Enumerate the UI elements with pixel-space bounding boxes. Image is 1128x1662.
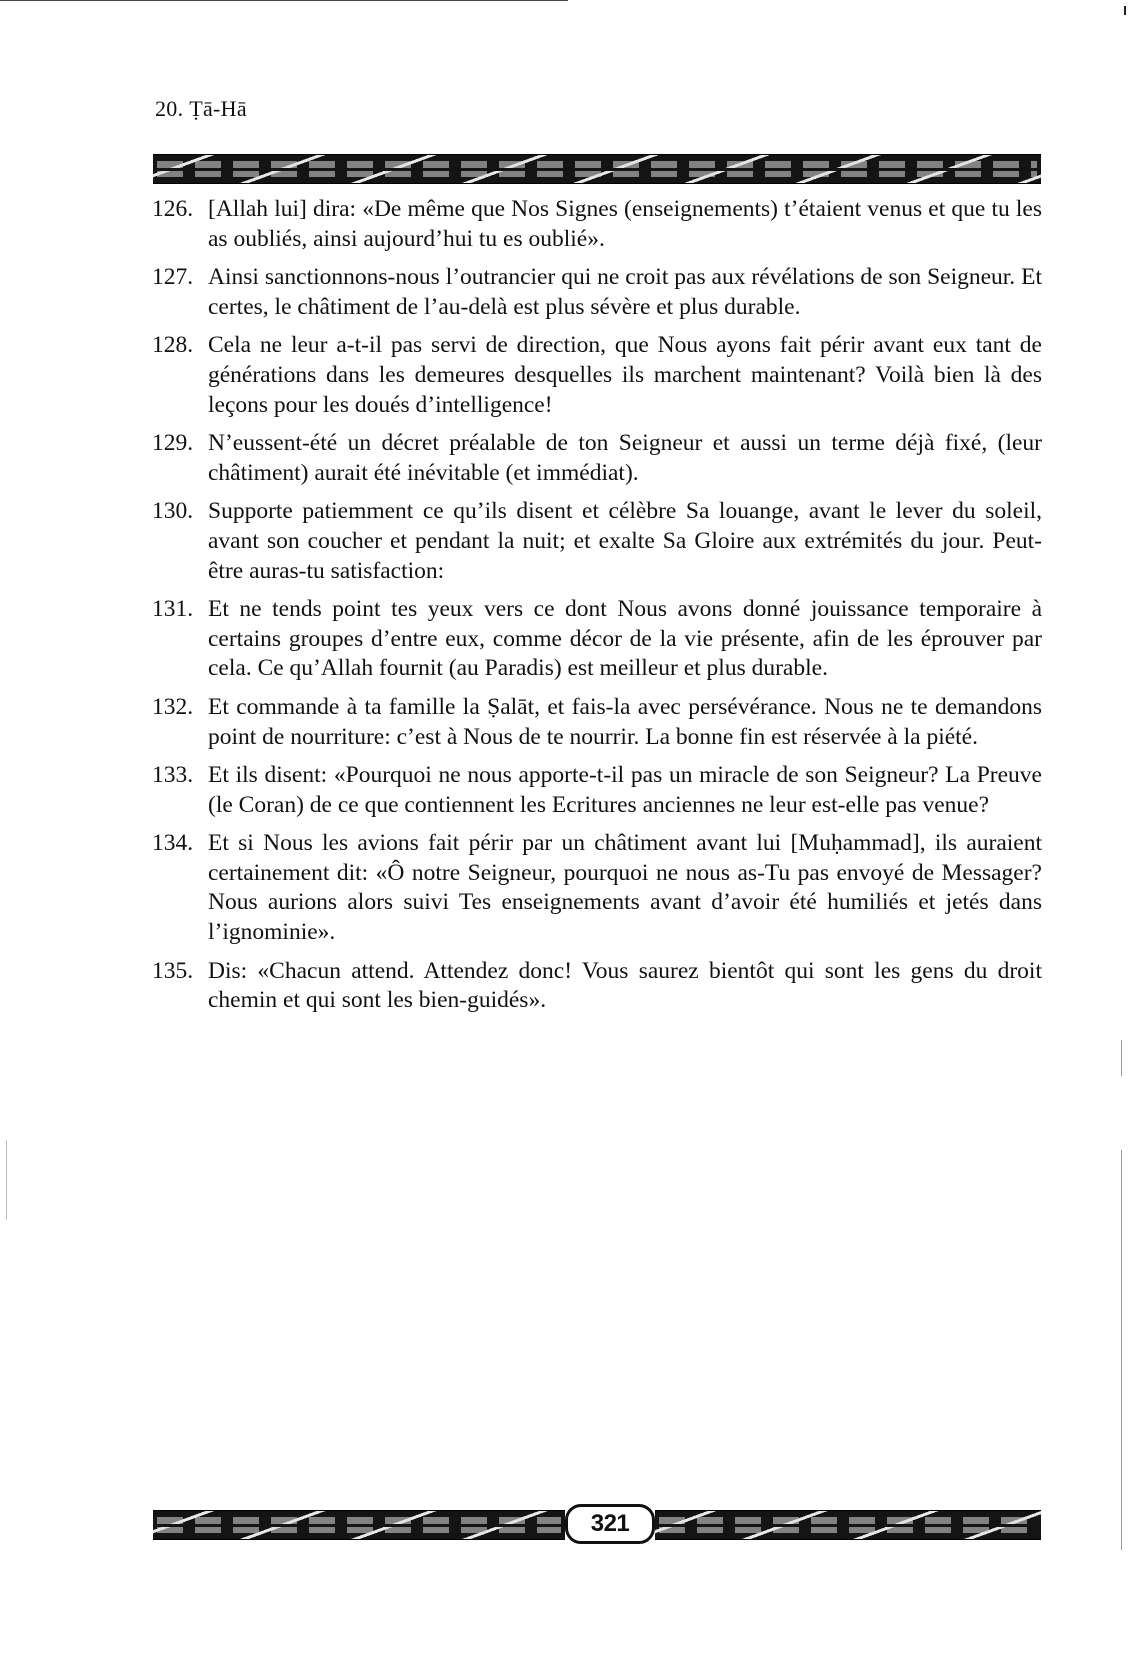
verse-text: Et ils disent: «Pourquoi ne nous apporte-t-il pas un miracle de son Seigneur? La Preuve (le Coran) de ce que contiennent les Ecritures anciennes ne leur est-elle pas venue? [208, 762, 1042, 818]
verse-number: 128. [152, 332, 194, 359]
verse-number: 130. [152, 498, 194, 525]
verse-number: 134. [152, 830, 194, 857]
verse-number: 133. [152, 762, 194, 789]
verse-number: 135. [152, 957, 194, 984]
verse-number: 131. [152, 596, 194, 623]
verse-text: Cela ne leur a-t-il pas servi de direction, que Nous ayons fait périr avant eux tant de générations dans les demeures desquelles ils marchent maintenant? Voilà bien là des leçons pour les doués d’intelligence! [208, 332, 1042, 418]
verse-text: Et commande à ta famille la Ṣalāt, et fais-la avec persévérance. Nous ne te demandons point de nourriture: c’est à Nous de te nourrir. La bonne fin est réservée à la piété. [208, 693, 1042, 750]
verse-item [152, 195, 1042, 254]
verse-text: Ainsi sanctionnons-nous l’outrancier qui ne croit pas aux révélations de son Seigneur. Et certes, le châtiment de l’au-delà est plus sévère et plus durable. [208, 264, 1042, 320]
verse-text: N’eussent-été un décret préalable de ton Seigneur et aussi un terme déjà fixé, (leur châtiment) aurait été inévitable (et immédiat). [208, 430, 1042, 486]
chapter-header: 20. Ṭā-Hā [155, 96, 247, 121]
verse-text: Et ne tends point tes yeux vers ce dont Nous avons donné jouissance temporaire à certains groupes d’entre eux, comme décor de la vie présente, afin de les éprouver par cela. Ce qu’Allah fournit (au Paradis) est meilleur et plus durable. [208, 596, 1042, 682]
verse-number: 127. [152, 264, 194, 291]
verse-item [152, 331, 1042, 420]
verse-item [152, 957, 1042, 1016]
verse-number: 132. [152, 693, 194, 720]
verse-text: [Allah lui] dira: «De même que Nos Signes (enseignements) t’étaient venus et que tu les as oubliés, ainsi aujourd’hui tu es oublié». [208, 196, 1042, 252]
verse-text: Et si Nous les avions fait périr par un châtiment avant lui [Muḥammad], ils auraient certainement dit: «Ô notre Seigneur, pourquoi ne nous as-Tu pas envoyé de Messager? Nous aurions alors suivi Tes enseignements avant d’avoir été humiliés et jetés dans l’ignominie». [208, 830, 1042, 946]
verse-text: Dis: «Chacun attend. Attendez donc! Vous saurez bientôt qui sont les gens du droit chemin et qui sont les bien-guidés». [208, 957, 1042, 1014]
scan-corner-mark [1124, 6, 1126, 15]
ornament-band-bottom-right [655, 1510, 1041, 1540]
verse-number: 129. [152, 430, 194, 457]
verse-item [152, 761, 1042, 820]
verse-item [152, 829, 1042, 947]
verse-item [152, 429, 1042, 488]
ornament-band-top [153, 154, 1041, 184]
scan-margin-mark [1121, 1040, 1122, 1076]
verse-item [152, 497, 1042, 586]
verse-text: Supporte patiemment ce qu’ils disent et célèbre Sa louange, avant le lever du soleil, avant son coucher et pendant la nuit; et exalte Sa Gloire aux extrémités du jour. Peut-être auras-tu satisfaction: [208, 498, 1042, 584]
verse-item [152, 693, 1042, 752]
scan-margin-mark [6, 1140, 7, 1220]
verse-item [152, 595, 1042, 684]
verse-list [152, 195, 1042, 1025]
scan-margin-mark [1121, 1150, 1122, 1550]
verse-number: 126. [152, 196, 194, 222]
ornament-band-bottom-left [153, 1510, 565, 1540]
scan-edge-line [0, 0, 568, 1]
page-number: 321 [565, 1504, 655, 1544]
verse-item [152, 263, 1042, 322]
